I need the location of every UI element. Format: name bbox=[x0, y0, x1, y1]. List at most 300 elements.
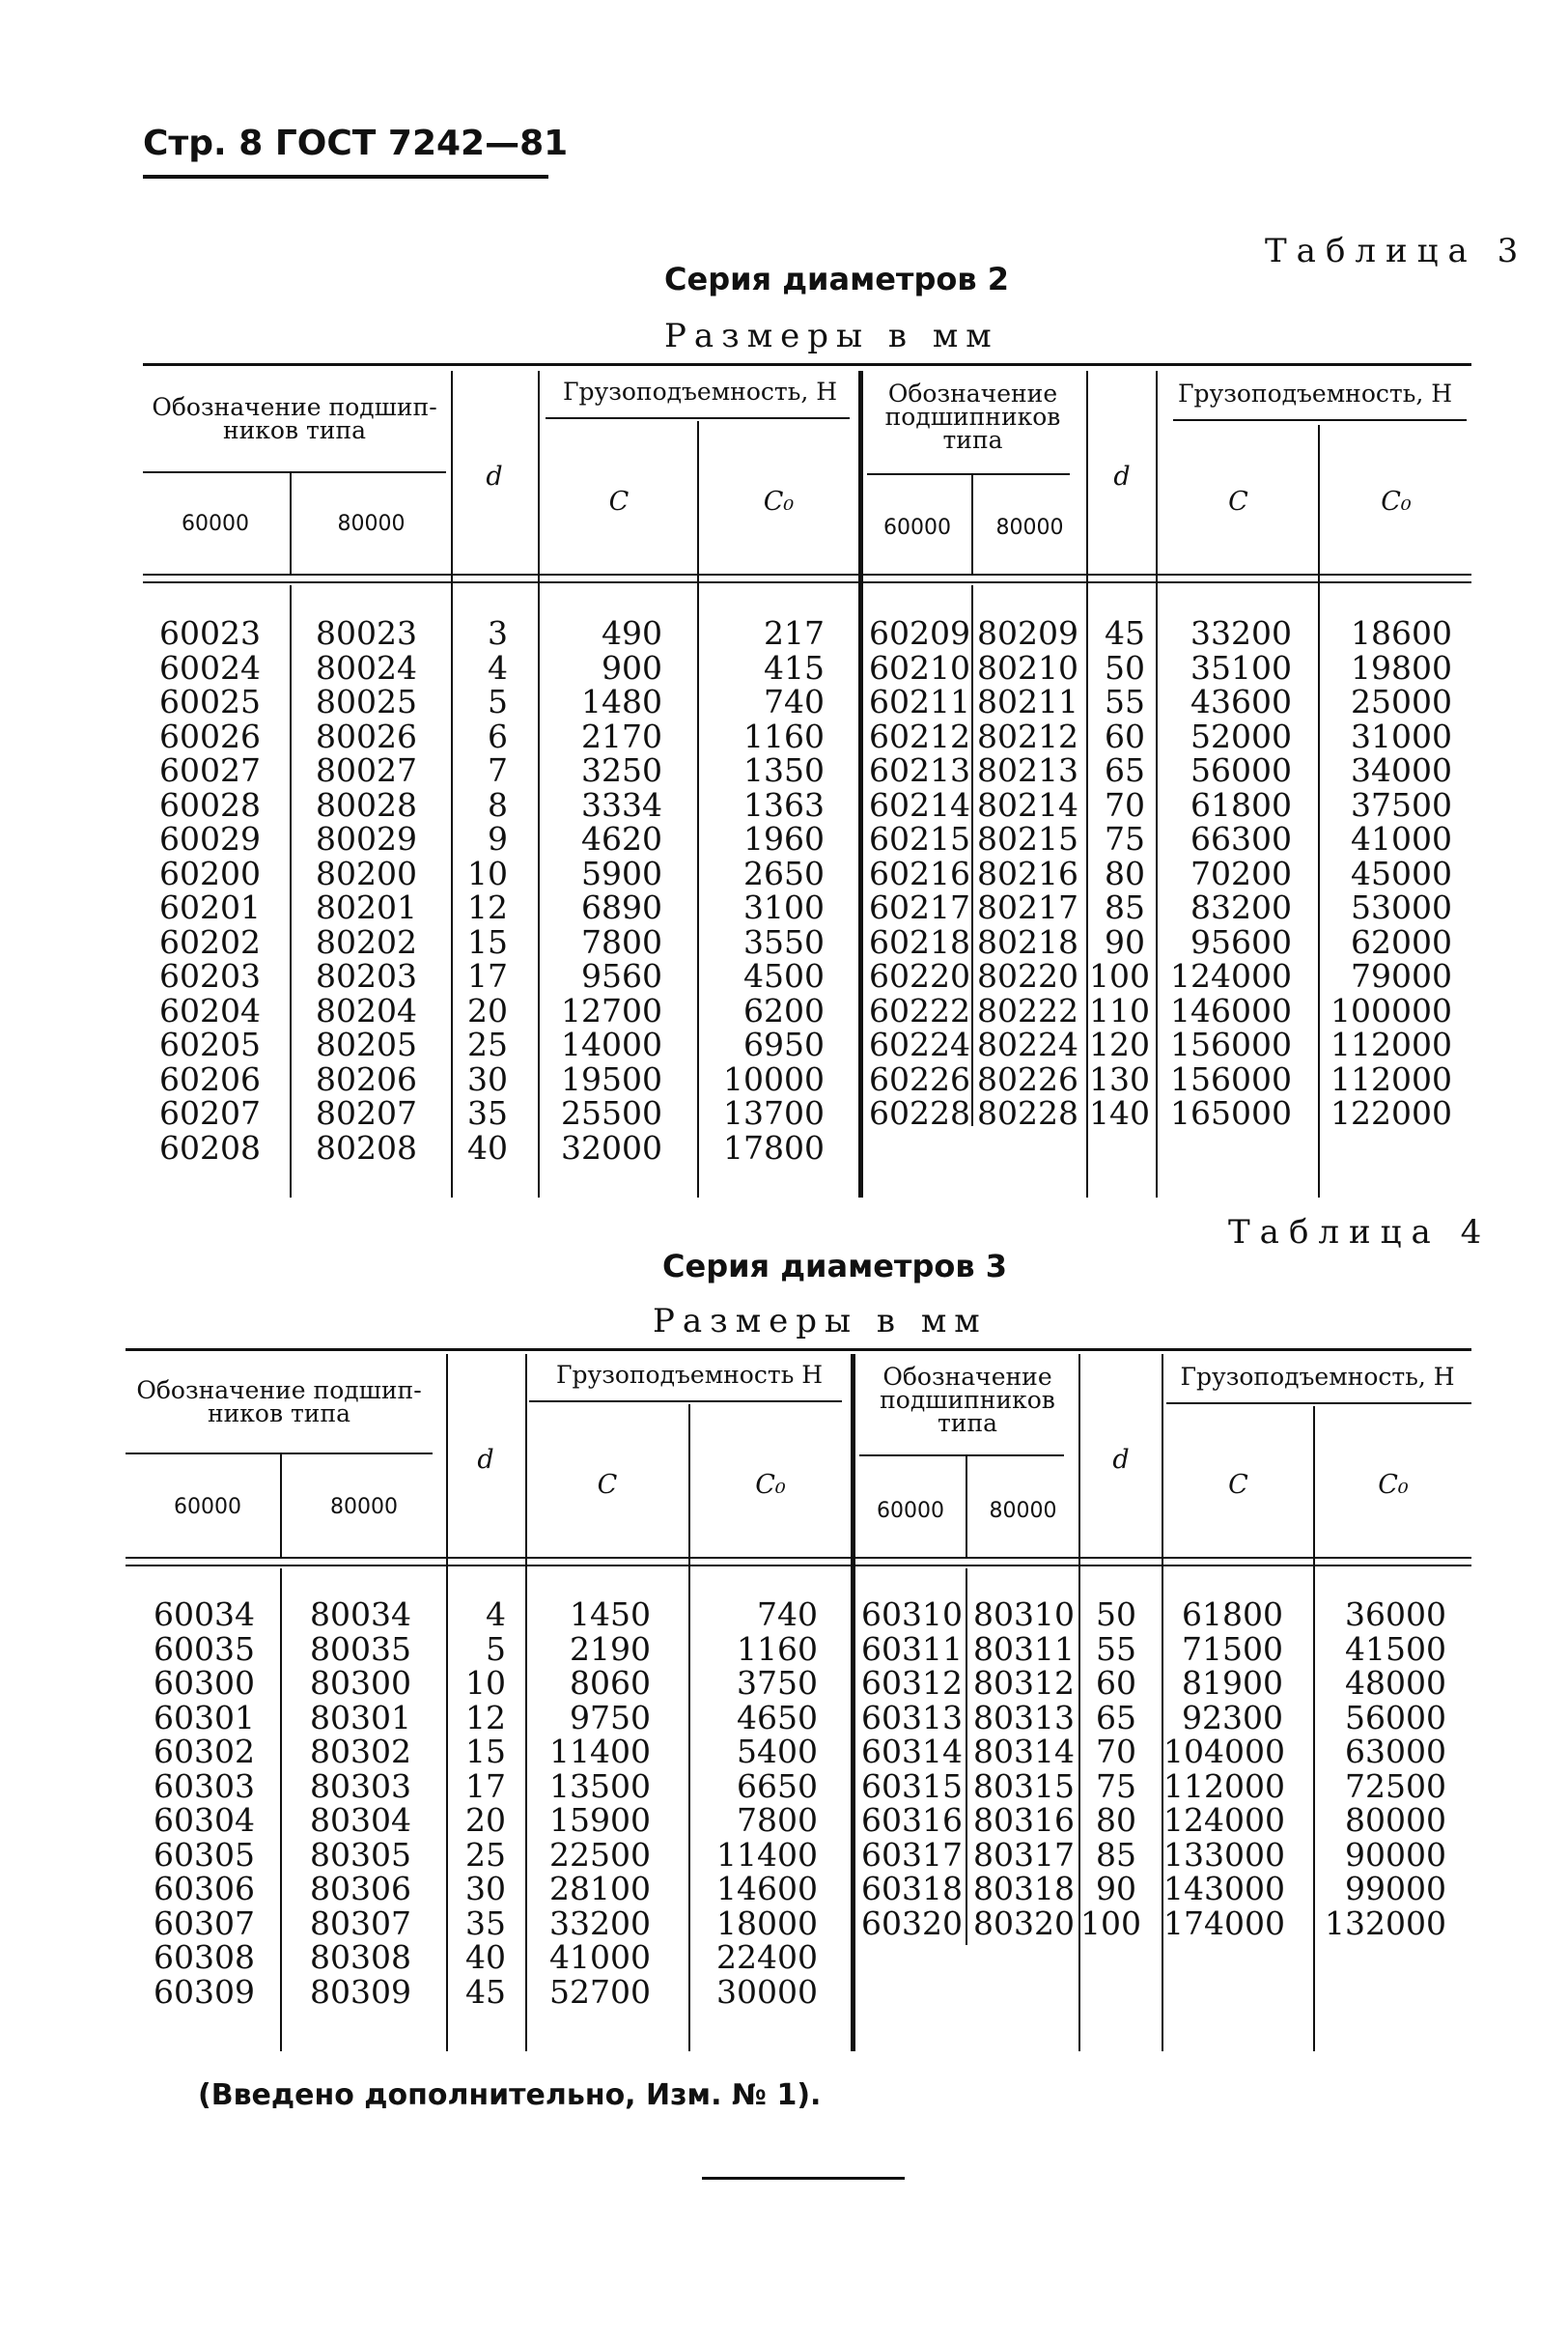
table4-hdr-type-a-left: 60000 bbox=[174, 1495, 241, 1519]
table-cell: 41000 bbox=[549, 1938, 651, 1976]
table-cell: 30 bbox=[467, 1059, 508, 1098]
table4-hdr-c-right: C bbox=[1228, 1470, 1248, 1500]
table4-hdr-type-a-right: 60000 bbox=[877, 1499, 944, 1523]
table-cell: 80023 bbox=[316, 614, 417, 652]
table-cell: 80317 bbox=[973, 1835, 1075, 1874]
table3-header-rule-2 bbox=[143, 581, 1471, 583]
vrule bbox=[538, 371, 540, 1198]
table4-hdr-d-left: d bbox=[477, 1445, 494, 1475]
table-cell: 80211 bbox=[977, 683, 1078, 720]
table-cell: 62000 bbox=[1351, 922, 1452, 961]
table-cell: 80212 bbox=[977, 717, 1078, 755]
table-cell: 80208 bbox=[316, 1128, 417, 1167]
table-cell: 37500 bbox=[1351, 785, 1452, 824]
table-cell: 80300 bbox=[310, 1664, 411, 1702]
table-cell: 5900 bbox=[581, 854, 662, 892]
table3-hdr-c0-right: C₀ bbox=[1381, 487, 1412, 517]
table-cell: 17800 bbox=[723, 1128, 825, 1167]
table-cell: 40 bbox=[467, 1128, 508, 1167]
table-cell: 80306 bbox=[310, 1870, 411, 1907]
table-cell: 41500 bbox=[1345, 1629, 1446, 1668]
table-cell: 60028 bbox=[159, 785, 261, 824]
table4-units: Размеры в мм bbox=[653, 1302, 988, 1340]
table-cell: 25000 bbox=[1351, 683, 1452, 720]
table-cell: 2170 bbox=[581, 717, 662, 755]
table4-header-rule bbox=[126, 1557, 1471, 1559]
table-cell: 17 bbox=[467, 957, 508, 995]
table4-hdr-type-b-right: 80000 bbox=[989, 1499, 1057, 1523]
table-cell: 14600 bbox=[716, 1870, 818, 1907]
footer-rule bbox=[702, 2177, 905, 2180]
table-cell: 80200 bbox=[316, 854, 417, 892]
table-cell: 156000 bbox=[1170, 1026, 1292, 1063]
table-cell: 80202 bbox=[316, 922, 417, 961]
table-cell: 3550 bbox=[743, 922, 825, 961]
table-cell: 1480 bbox=[581, 683, 662, 720]
table-cell: 165000 bbox=[1170, 1094, 1292, 1132]
table-cell: 60313 bbox=[861, 1698, 963, 1736]
table-cell: 60206 bbox=[159, 1059, 261, 1098]
vrule bbox=[1086, 371, 1088, 1198]
table-cell: 80318 bbox=[973, 1870, 1075, 1907]
table-cell: 60300 bbox=[154, 1664, 255, 1702]
table-cell: 48000 bbox=[1345, 1664, 1446, 1702]
table-cell: 112000 bbox=[1163, 1766, 1285, 1805]
table-cell: 60205 bbox=[159, 1026, 261, 1063]
table-cell: 45 bbox=[465, 1972, 506, 2011]
table-cell: 60307 bbox=[154, 1904, 255, 1942]
table-cell: 80024 bbox=[316, 648, 417, 687]
table-cell: 55 bbox=[1105, 683, 1145, 720]
table-cell: 1363 bbox=[743, 785, 825, 824]
table-cell: 10000 bbox=[723, 1059, 825, 1098]
table-cell: 100 bbox=[1089, 957, 1150, 995]
table-cell: 70 bbox=[1105, 785, 1145, 824]
table-cell: 80301 bbox=[310, 1698, 411, 1736]
table-cell: 60301 bbox=[154, 1698, 255, 1736]
table4-col-right-60000 bbox=[861, 1597, 966, 1940]
table-cell: 35 bbox=[465, 1904, 506, 1942]
table-cell: 60310 bbox=[861, 1595, 963, 1633]
table-cell: 3 bbox=[488, 614, 508, 652]
table-cell: 124000 bbox=[1170, 957, 1292, 995]
table-cell: 60304 bbox=[154, 1801, 255, 1839]
table-cell: 80304 bbox=[310, 1801, 411, 1839]
table4-col-right-80000 bbox=[973, 1597, 1078, 1940]
table-cell: 80217 bbox=[977, 888, 1078, 926]
table3-col-left-60000 bbox=[145, 616, 261, 1165]
table-cell: 80305 bbox=[310, 1835, 411, 1874]
table-cell: 60302 bbox=[154, 1733, 255, 1770]
table4-hdr-c-left: C bbox=[597, 1470, 618, 1500]
table-cell: 60220 bbox=[869, 957, 970, 995]
table-cell: 900 bbox=[602, 648, 662, 687]
table-cell: 60312 bbox=[861, 1664, 963, 1702]
table-cell: 80224 bbox=[977, 1026, 1078, 1063]
table-cell: 18000 bbox=[716, 1904, 818, 1942]
table-cell: 61800 bbox=[1190, 785, 1292, 824]
table-cell: 80302 bbox=[310, 1733, 411, 1770]
table3-col-right-80000 bbox=[977, 616, 1085, 1131]
table-cell: 12 bbox=[467, 888, 508, 926]
table4-col-right-c0 bbox=[1315, 1597, 1446, 1940]
table-cell: 80206 bbox=[316, 1059, 417, 1098]
vrule bbox=[1318, 425, 1320, 1198]
table-cell: 60024 bbox=[159, 648, 261, 687]
table-cell: 25500 bbox=[561, 1094, 662, 1132]
table3-hdr-c-right: C bbox=[1228, 487, 1248, 517]
table-cell: 12 bbox=[465, 1698, 506, 1736]
table3-col-left-80000 bbox=[290, 616, 417, 1165]
table-cell: 60314 bbox=[861, 1733, 963, 1770]
table3-col-right-d bbox=[1089, 614, 1150, 1132]
table-cell: 60203 bbox=[159, 957, 261, 995]
vrule bbox=[1156, 371, 1158, 1198]
table3-hdr-type-a-left: 60000 bbox=[182, 512, 249, 536]
table-cell: 60027 bbox=[159, 751, 261, 789]
table-cell: 61800 bbox=[1182, 1595, 1283, 1633]
table-cell: 4500 bbox=[743, 957, 825, 995]
table3-col-right-c bbox=[1159, 616, 1292, 1131]
table-cell: 80207 bbox=[316, 1094, 417, 1132]
table-cell: 80315 bbox=[973, 1766, 1075, 1805]
table-cell: 5400 bbox=[737, 1733, 818, 1770]
table3-hdr-c0-left: C₀ bbox=[763, 487, 795, 517]
table-cell: 415 bbox=[764, 648, 825, 687]
table-cell: 90 bbox=[1096, 1870, 1136, 1907]
table-cell: 740 bbox=[764, 683, 825, 720]
table-cell: 12700 bbox=[561, 991, 662, 1029]
table-cell: 217 bbox=[764, 614, 825, 652]
table-cell: 80314 bbox=[973, 1733, 1075, 1770]
table-cell: 3100 bbox=[743, 888, 825, 926]
table-cell: 65 bbox=[1105, 751, 1145, 789]
table-cell: 19800 bbox=[1351, 648, 1452, 687]
table-cell: 2190 bbox=[570, 1629, 651, 1668]
table-cell: 60318 bbox=[861, 1870, 963, 1907]
table-cell: 60034 bbox=[154, 1595, 255, 1633]
table4-col-left-c0 bbox=[690, 1597, 818, 2009]
table3-hdr-capacity-right: Грузоподъемность, Н bbox=[1177, 380, 1453, 408]
table-cell: 55 bbox=[1096, 1629, 1136, 1668]
table-cell: 33200 bbox=[549, 1904, 651, 1942]
table-cell: 13700 bbox=[723, 1094, 825, 1132]
table-cell: 43600 bbox=[1190, 683, 1292, 720]
table-cell: 80204 bbox=[316, 991, 417, 1029]
table4-col-left-c bbox=[527, 1597, 651, 2009]
amendment-note: (Введено дополнительно, Изм. № 1). bbox=[198, 2078, 822, 2112]
table-cell: 133000 bbox=[1163, 1835, 1285, 1874]
table-cell: 80201 bbox=[316, 888, 417, 926]
table-cell: 25 bbox=[467, 1026, 508, 1063]
table-cell: 174000 bbox=[1163, 1904, 1285, 1942]
table-cell: 60204 bbox=[159, 991, 261, 1029]
table-cell: 60025 bbox=[159, 683, 261, 720]
table-cell: 79000 bbox=[1351, 957, 1452, 995]
table-cell: 60211 bbox=[869, 683, 970, 720]
table-cell: 60216 bbox=[869, 854, 970, 892]
table-cell: 60 bbox=[1105, 717, 1145, 755]
table-cell: 50 bbox=[1105, 648, 1145, 687]
table-cell: 80303 bbox=[310, 1766, 411, 1805]
table-cell: 80307 bbox=[310, 1904, 411, 1942]
table3-header-rule bbox=[143, 574, 1471, 576]
table-cell: 490 bbox=[602, 614, 662, 652]
table-cell: 35 bbox=[467, 1094, 508, 1132]
table-cell: 66300 bbox=[1190, 820, 1292, 858]
table-cell: 30000 bbox=[716, 1972, 818, 2011]
table-cell: 60035 bbox=[154, 1629, 255, 1668]
table-cell: 60200 bbox=[159, 854, 261, 892]
table-cell: 60207 bbox=[159, 1094, 261, 1132]
table-cell: 30 bbox=[465, 1870, 506, 1907]
table-cell: 1450 bbox=[570, 1595, 651, 1633]
table3-cap-rule-r bbox=[1173, 419, 1467, 421]
table-cell: 7 bbox=[488, 751, 508, 789]
table-cell: 60209 bbox=[869, 614, 970, 652]
table-cell: 15 bbox=[465, 1733, 506, 1770]
table-cell: 4 bbox=[486, 1595, 506, 1633]
table-cell: 80312 bbox=[973, 1664, 1075, 1702]
table-cell: 140 bbox=[1089, 1094, 1150, 1132]
table-cell: 5 bbox=[488, 683, 508, 720]
table-cell: 60210 bbox=[869, 648, 970, 687]
table4-col-left-60000 bbox=[135, 1597, 255, 2009]
table-cell: 11400 bbox=[549, 1733, 651, 1770]
table-cell: 80309 bbox=[310, 1972, 411, 2011]
table-cell: 92300 bbox=[1182, 1698, 1283, 1736]
table3-label: Таблица 3 bbox=[1265, 232, 1528, 270]
table3-hdr-type-b-left: 80000 bbox=[337, 512, 406, 536]
table-cell: 31000 bbox=[1351, 717, 1452, 755]
table-cell: 60214 bbox=[869, 785, 970, 824]
table-cell: 80310 bbox=[973, 1595, 1075, 1633]
table-cell: 80316 bbox=[973, 1801, 1075, 1839]
table-cell: 60316 bbox=[861, 1801, 963, 1839]
table-cell: 80000 bbox=[1345, 1801, 1446, 1839]
table-cell: 90 bbox=[1105, 922, 1145, 961]
table-cell: 143000 bbox=[1163, 1870, 1285, 1907]
table-cell: 80218 bbox=[977, 922, 1078, 961]
table-cell: 63000 bbox=[1345, 1733, 1446, 1770]
table-cell: 60222 bbox=[869, 991, 970, 1029]
table-cell: 60226 bbox=[869, 1059, 970, 1098]
table-cell: 53000 bbox=[1351, 888, 1452, 926]
table-cell: 740 bbox=[757, 1595, 818, 1633]
table-cell: 80029 bbox=[316, 820, 417, 858]
table3-col-left-c bbox=[541, 616, 662, 1165]
table-cell: 18600 bbox=[1351, 614, 1452, 652]
table-cell: 70200 bbox=[1190, 854, 1292, 892]
vrule-double bbox=[858, 371, 863, 1198]
table-cell: 100 bbox=[1080, 1904, 1141, 1942]
table3-hdr-d-right: d bbox=[1113, 462, 1131, 492]
table-cell: 80205 bbox=[316, 1026, 417, 1063]
table-cell: 32000 bbox=[561, 1128, 662, 1167]
table-cell: 22400 bbox=[716, 1938, 818, 1976]
table-cell: 80 bbox=[1105, 854, 1145, 892]
table-cell: 60201 bbox=[159, 888, 261, 926]
table-cell: 80220 bbox=[977, 957, 1078, 995]
table-cell: 6950 bbox=[743, 1026, 825, 1063]
table-cell: 75 bbox=[1105, 820, 1145, 858]
table-cell: 60215 bbox=[869, 820, 970, 858]
table-cell: 40 bbox=[465, 1938, 506, 1976]
table-cell: 3334 bbox=[581, 785, 662, 824]
table4-title: Серия диаметров 3 bbox=[662, 1248, 1008, 1284]
table-cell: 132000 bbox=[1325, 1904, 1446, 1942]
table-cell: 80226 bbox=[977, 1059, 1078, 1098]
table-cell: 1160 bbox=[737, 1629, 818, 1668]
table3-hdr-type-a-right: 60000 bbox=[883, 516, 951, 540]
table3-desig-rule-r bbox=[867, 473, 1070, 475]
table-cell: 81900 bbox=[1182, 1664, 1283, 1702]
table4-hdr-capacity-left: Грузоподъемность Н bbox=[555, 1361, 824, 1389]
table-cell: 124000 bbox=[1163, 1801, 1285, 1839]
table-cell: 60208 bbox=[159, 1128, 261, 1167]
table4-hdr-c0-right: C₀ bbox=[1378, 1470, 1409, 1500]
table-cell: 146000 bbox=[1170, 991, 1292, 1029]
table-cell: 52700 bbox=[549, 1972, 651, 2011]
vrule bbox=[451, 371, 453, 1198]
table-cell: 9750 bbox=[570, 1698, 651, 1736]
table3-hdr-capacity-left: Грузоподъемность, Н bbox=[562, 378, 838, 406]
table-cell: 1960 bbox=[743, 820, 825, 858]
table-cell: 83200 bbox=[1190, 888, 1292, 926]
table3-title: Серия диаметров 2 bbox=[664, 261, 1010, 297]
table-cell: 2650 bbox=[743, 854, 825, 892]
table3-top-rule bbox=[143, 363, 1471, 366]
table-cell: 6 bbox=[488, 717, 508, 755]
table-cell: 60311 bbox=[861, 1629, 963, 1668]
table-cell: 80026 bbox=[316, 717, 417, 755]
table-cell: 80213 bbox=[977, 751, 1078, 789]
table-cell: 112000 bbox=[1330, 1059, 1452, 1098]
table-cell: 10 bbox=[465, 1664, 506, 1702]
table-cell: 85 bbox=[1096, 1835, 1136, 1874]
table-cell: 80214 bbox=[977, 785, 1078, 824]
table-cell: 60320 bbox=[861, 1904, 963, 1942]
table4-desig-rule-r bbox=[859, 1454, 1064, 1456]
table-cell: 10 bbox=[467, 854, 508, 892]
table4-header-rule-2 bbox=[126, 1565, 1471, 1566]
table3-cap-rule-l bbox=[546, 417, 850, 419]
table-cell: 1160 bbox=[743, 717, 825, 755]
table-cell: 80210 bbox=[977, 648, 1078, 687]
table-cell: 60212 bbox=[869, 717, 970, 755]
table-cell: 17 bbox=[465, 1766, 506, 1805]
table-cell: 1350 bbox=[743, 751, 825, 789]
table-cell: 4 bbox=[488, 648, 508, 687]
table-cell: 60217 bbox=[869, 888, 970, 926]
table4-hdr-designation-left: Обозначение подшип-ников типа bbox=[136, 1376, 422, 1427]
table-cell: 5 bbox=[486, 1629, 506, 1668]
table4-cap-rule-l bbox=[529, 1400, 842, 1402]
vrule bbox=[966, 1568, 967, 1945]
table4-cap-rule-r bbox=[1166, 1402, 1471, 1404]
table-cell: 35100 bbox=[1190, 648, 1292, 687]
table4-col-left-d bbox=[448, 1597, 506, 2009]
table-cell: 70 bbox=[1096, 1733, 1136, 1770]
table-cell: 60315 bbox=[861, 1766, 963, 1805]
table-cell: 4620 bbox=[581, 820, 662, 858]
table-cell: 99000 bbox=[1345, 1870, 1446, 1907]
table-cell: 60309 bbox=[154, 1972, 255, 2011]
vrule bbox=[971, 585, 973, 1126]
table4-hdr-capacity-right: Грузоподъемность, Н bbox=[1180, 1363, 1455, 1391]
table-cell: 85 bbox=[1105, 888, 1145, 926]
table3-col-left-c0 bbox=[699, 616, 825, 1165]
table-cell: 80308 bbox=[310, 1938, 411, 1976]
table3-hdr-c-left: C bbox=[608, 487, 630, 517]
table-cell: 80028 bbox=[316, 785, 417, 824]
page-header: Стр. 8 ГОСТ 7242—81 bbox=[143, 124, 569, 163]
table3-hdr-d-left: d bbox=[486, 462, 503, 492]
table-cell: 80034 bbox=[310, 1595, 411, 1633]
table-cell: 4650 bbox=[737, 1698, 818, 1736]
table-cell: 41000 bbox=[1351, 820, 1452, 858]
table-cell: 52000 bbox=[1190, 717, 1292, 755]
table-cell: 7800 bbox=[737, 1801, 818, 1839]
table4-hdr-designation-right: Обозначение подшипников типа bbox=[880, 1363, 1055, 1437]
table-cell: 60213 bbox=[869, 751, 970, 789]
table4-hdr-c0-left: C₀ bbox=[755, 1470, 786, 1500]
table-cell: 80216 bbox=[977, 854, 1078, 892]
table-cell: 11400 bbox=[716, 1835, 818, 1874]
table-cell: 36000 bbox=[1345, 1595, 1446, 1633]
table-cell: 56000 bbox=[1345, 1698, 1446, 1736]
table3-col-left-d bbox=[454, 616, 508, 1165]
table-cell: 13500 bbox=[549, 1766, 651, 1805]
table-cell: 9560 bbox=[581, 957, 662, 995]
table-cell: 130 bbox=[1089, 1059, 1150, 1098]
table-cell: 112000 bbox=[1330, 1026, 1452, 1063]
table-cell: 60306 bbox=[154, 1870, 255, 1907]
table-cell: 33200 bbox=[1190, 614, 1292, 652]
table-cell: 80311 bbox=[973, 1629, 1075, 1668]
table-cell: 20 bbox=[465, 1801, 506, 1839]
table-cell: 6200 bbox=[743, 991, 825, 1029]
table4-desig-rule-l bbox=[126, 1453, 433, 1454]
table-cell: 3250 bbox=[581, 751, 662, 789]
table-cell: 80313 bbox=[973, 1698, 1075, 1736]
table-cell: 60202 bbox=[159, 922, 261, 961]
table-cell: 7800 bbox=[581, 922, 662, 961]
table-cell: 60224 bbox=[869, 1026, 970, 1063]
table-cell: 156000 bbox=[1170, 1059, 1292, 1098]
table-cell: 8060 bbox=[570, 1664, 651, 1702]
table-cell: 60029 bbox=[159, 820, 261, 858]
table4-label: Таблица 4 bbox=[1228, 1213, 1492, 1252]
table-cell: 15900 bbox=[549, 1801, 651, 1839]
table-cell: 60023 bbox=[159, 614, 261, 652]
table-cell: 25 bbox=[465, 1835, 506, 1874]
table-cell: 20 bbox=[467, 991, 508, 1029]
table-cell: 60317 bbox=[861, 1835, 963, 1874]
table-cell: 120 bbox=[1089, 1026, 1150, 1063]
table-cell: 60026 bbox=[159, 717, 261, 755]
table-cell: 80027 bbox=[316, 751, 417, 789]
table-cell: 80209 bbox=[977, 614, 1078, 652]
table-cell: 75 bbox=[1096, 1766, 1136, 1805]
table3-hdr-designation-left: Обозначение подшип-ников типа bbox=[152, 393, 437, 444]
table4-hdr-type-b-left: 80000 bbox=[330, 1495, 398, 1519]
table-cell: 60308 bbox=[154, 1938, 255, 1976]
table-cell: 45 bbox=[1105, 614, 1145, 652]
table-cell: 50 bbox=[1096, 1595, 1136, 1633]
table-cell: 15 bbox=[467, 922, 508, 961]
header-underline bbox=[143, 175, 548, 179]
